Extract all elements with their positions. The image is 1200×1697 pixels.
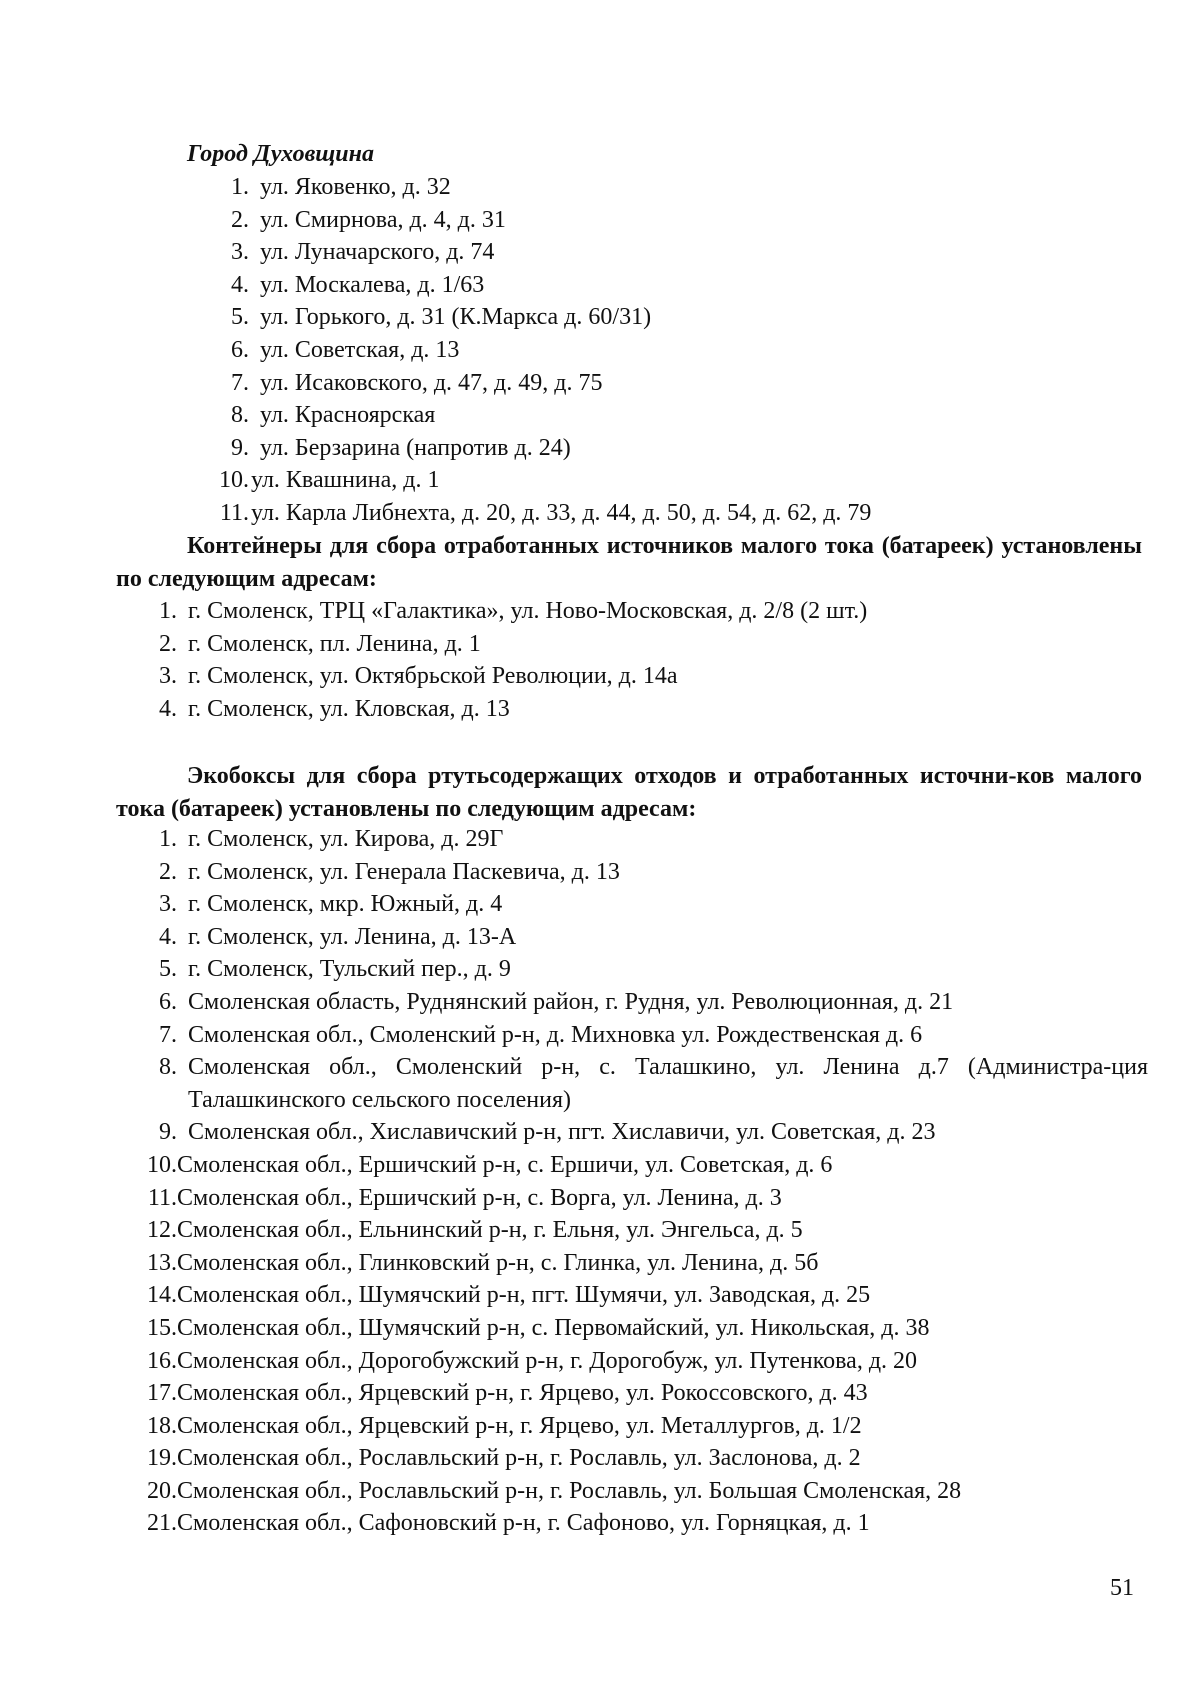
list-item-number: 14. [147,1282,177,1309]
list-item-number: 9. [231,434,249,461]
list-item [140,1116,1148,1149]
list-item-text: Смоленская обл., Ершичский р-н, с. Ершичи, ул. Советская, д. 6 [177,1151,833,1178]
list-item-text: г. Смоленск, ул. Ленина, д. 13-А [188,923,517,950]
list-item-text: г. Смоленск, ул. Октябрьской Революции, д. 14а [188,663,678,690]
batteries-containers-heading [116,530,1142,595]
list-item [200,334,871,367]
list-item [140,1019,1148,1052]
list-item-text: ул. Исаковского, д. 47, д. 49, д. 75 [260,369,603,396]
list-item [140,1475,1148,1508]
list-item [200,171,871,204]
list-item-number: 8. [231,402,249,429]
list-item [140,1051,1148,1116]
list-item [140,1247,1148,1280]
list-item-number: 5. [159,956,177,983]
list-item-number: 2. [159,858,177,885]
ecoboxes-heading [116,760,1142,825]
list-item-text: Смоленская обл., Сафоновский р-н, г. Сафоново, ул. Горняцкая, д. 1 [177,1510,870,1537]
list-item-text: Смоленская обл., Дорогобужский р-н, г. Дорогобуж, ул. Путенкова, д. 20 [177,1347,918,1374]
list-item-text: ул. Горького, д. 31 (К.Маркса д. 60/31) [260,304,652,331]
list-item [140,823,1148,856]
list-item-text: г. Смоленск, Тульский пер., д. 9 [188,956,511,983]
ecoboxes-address-list [140,823,1148,1540]
list-item-number: 13. [147,1249,177,1276]
list-item-number: 3. [159,891,177,918]
list-item-text: Смоленская обл., Ярцевский р-н, г. Ярцево, ул. Металлургов, д. 1/2 [177,1412,862,1439]
list-item-text: Смоленская обл., Ершичский р-н, с. Ворга, ул. Ленина, д. 3 [177,1184,782,1211]
list-item-text: ул. Луначарского, д. 74 [260,239,495,266]
ecoboxes-heading-text: Экобоксы для сбора ртутьсодержащих отходов и отработанных источни-ков малого тока (батареек) установлены по следующим адресам: [116,763,1142,822]
list-item-text: Смоленская обл., Рославльский р-н, г. Рославль, ул. Заслонова, д. 2 [177,1445,861,1472]
list-item-number: 4. [231,271,249,298]
list-item [140,986,1148,1019]
list-item [140,1442,1148,1475]
list-item [140,856,1148,889]
list-item-number: 6. [159,988,177,1015]
list-item-text: Смоленская обл., Шумячский р-н, с. Первомайский, ул. Никольская, д. 38 [177,1314,930,1341]
list-item [140,1377,1148,1410]
list-item-number: 4. [159,695,177,722]
list-item-text: ул. Красноярская [260,402,436,429]
list-item-text: Смоленская обл., Шумячский р-н, пгт. Шумячи, ул. Заводская, д. 25 [177,1282,871,1309]
list-item-text: г. Смоленск, ул. Кловская, д. 13 [188,695,510,722]
page-number: 51 [1110,1575,1134,1601]
list-item-number: 10. [147,1151,177,1178]
list-item-number: 16. [147,1347,177,1374]
list-item [140,1182,1148,1215]
list-item-text: г. Смоленск, мкр. Южный, д. 4 [188,891,503,918]
list-item-text: Смоленская обл., Смоленский р-н, д. Михновка ул. Рождественская д. 6 [188,1021,923,1048]
list-item-text: ул. Советская, д. 13 [260,336,460,363]
list-item-number: 6. [231,336,249,363]
list-item-text: г. Смоленск, ТРЦ «Галактика», ул. Ново-Московская, д. 2/8 (2 шт.) [188,598,868,624]
list-item [140,953,1148,986]
list-item-number: 7. [159,1021,177,1048]
list-item [140,1312,1148,1345]
list-item [200,204,871,237]
dukhovshchina-address-list [200,171,871,530]
list-item [140,595,867,628]
list-item-number: 2. [159,630,177,657]
list-item [140,1507,1148,1540]
list-item-number: 15. [147,1314,177,1341]
list-item [140,1149,1148,1182]
list-item [200,432,871,465]
list-item [200,464,871,497]
list-item-number: 1. [231,174,249,200]
list-item [200,497,871,530]
list-item-text: Смоленская обл., Смоленский р-н, с. Талашкино, ул. Ленина д.7 (Администра-ция Талашкинского сельского поселения) [188,1054,1148,1113]
list-item-text: г. Смоленск, ул. Генерала Паскевича, д. 13 [188,858,620,885]
list-item-number: 3. [231,239,249,266]
list-item-number: 4. [159,923,177,950]
list-item-text: Смоленская обл., Глинковский р-н, с. Глинка, ул. Ленина, д. 5б [177,1249,819,1276]
list-item-text: Смоленская обл., Рославльский р-н, г. Рославль, ул. Большая Смоленская, 28 [177,1477,962,1504]
list-item-number: 11. [219,499,249,526]
list-item-text: ул. Москалева, д. 1/63 [260,271,485,298]
list-item-text: Смоленская обл., Ельнинский р-н, г. Ельня, ул. Энгельса, д. 5 [177,1217,803,1244]
list-item-number: 20. [147,1477,177,1504]
list-item-number: 18. [147,1412,177,1439]
list-item-number: 12. [147,1217,177,1244]
list-item [140,628,867,661]
list-item [140,1279,1148,1312]
list-item [140,1410,1148,1443]
list-item [140,693,867,726]
list-item-text: ул. Смирнова, д. 4, д. 31 [260,206,506,233]
list-item-text: ул. Берзарина (напротив д. 24) [260,434,571,461]
list-item [140,660,867,693]
list-item [200,236,871,269]
list-item-number: 8. [159,1054,177,1081]
list-item [200,399,871,432]
list-item-number: 1. [159,598,177,624]
list-item-number: 5. [231,304,249,331]
list-item-text: Смоленская область, Руднянский район, г. Рудня, ул. Революционная, д. 21 [188,988,954,1015]
list-item-number: 10. [219,467,249,494]
batteries-containers-address-list [140,595,867,725]
list-item-number: 19. [147,1445,177,1472]
list-item-text: г. Смоленск, пл. Ленина, д. 1 [188,630,481,657]
list-item [140,1345,1148,1378]
list-item-number: 3. [159,663,177,690]
list-item-number: 21. [147,1510,177,1537]
list-item-number: 17. [147,1380,177,1407]
list-item-number: 2. [231,206,249,233]
list-item [140,888,1148,921]
list-item-number: 7. [231,369,249,396]
list-item [140,1214,1148,1247]
list-item [200,269,871,302]
list-item [140,921,1148,954]
list-item-text: г. Смоленск, ул. Кирова, д. 29Г [188,826,504,852]
list-item-text: Смоленская обл., Хиславичский р-н, пгт. Хиславичи, ул. Советская, д. 23 [188,1119,936,1146]
batteries-containers-heading-text: Контейнеры для сбора отработанных источников малого тока (батареек) установлены по следующим адресам: [116,533,1142,592]
list-item-text: ул. Карла Либнехта, д. 20, д. 33, д. 44, д. 50, д. 54, д. 62, д. 79 [251,499,872,526]
list-item-number: 1. [159,826,177,852]
list-item-text: Смоленская обл., Ярцевский р-н, г. Ярцево, ул. Рокоссовского, д. 43 [177,1380,868,1407]
list-item-number: 9. [159,1119,177,1146]
list-item [200,301,871,334]
section-title-dukhovshchina: Город Духовщина [187,141,374,167]
list-item-text: ул. Квашнина, д. 1 [251,467,440,494]
list-item-text: ул. Яковенко, д. 32 [260,174,451,200]
list-item-number: 11. [147,1184,177,1211]
list-item [200,367,871,400]
